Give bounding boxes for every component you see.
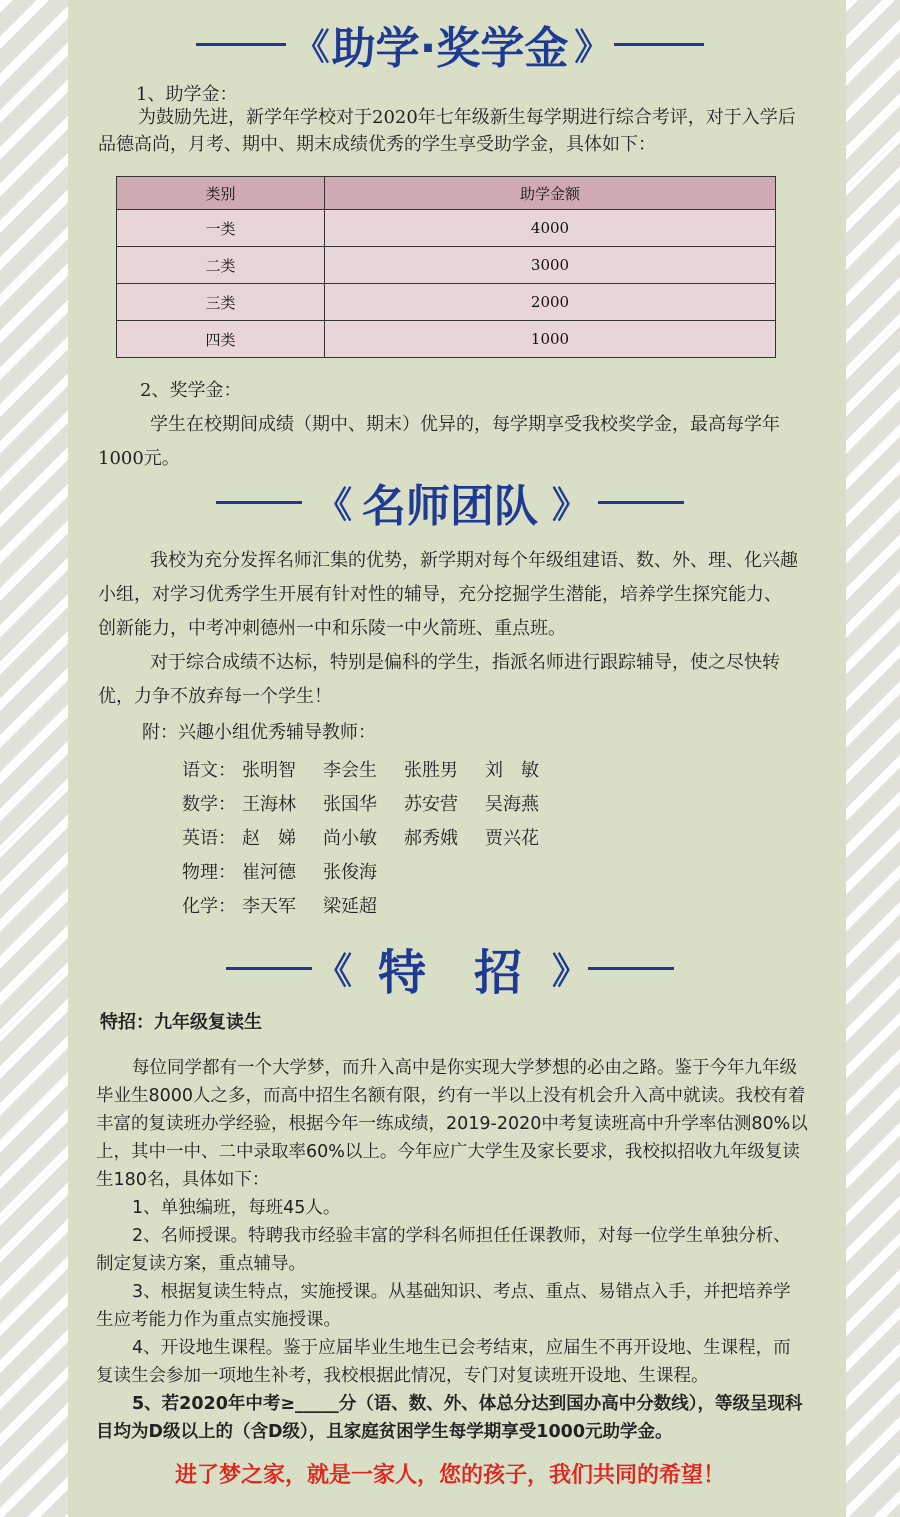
teacher-row-physics: [182, 858, 404, 884]
teacher-name: 贾兴花: [485, 828, 539, 849]
section-title-text: 名师团队: [362, 481, 538, 532]
teacher-name: 尚小敏: [323, 828, 377, 849]
teacher-subject: 物理：: [182, 862, 236, 883]
special-subtitle: 特招：九年级复读生: [100, 1012, 262, 1033]
right-guillemet-icon: 》: [552, 950, 585, 992]
title-line-left: [196, 43, 286, 46]
slogan: 进了梦之家，就是一家人，您的孩子，我们共同的希望！: [174, 1462, 725, 1488]
teacher-name: 崔河德: [242, 862, 296, 883]
teacher-subject: 英语：: [182, 828, 236, 849]
section-title-scholarship: [0, 14, 900, 74]
teacher-row-english: [182, 824, 566, 850]
teacher-name: 刘 敏: [485, 760, 539, 781]
title-line-left: [226, 967, 312, 970]
table-row: [117, 321, 776, 358]
teacher-name: 张俊海: [323, 862, 377, 883]
table-cell-category: 二类: [117, 247, 325, 284]
table-cell-amount: 1000: [325, 321, 776, 358]
teacher-name: 李天军: [242, 896, 296, 917]
teacher-name: 赵 娣: [242, 828, 296, 849]
title-line-right: [598, 501, 684, 504]
grant-table: [116, 176, 776, 358]
title-line-left: [216, 501, 302, 504]
table-row: [117, 210, 776, 247]
table-header-category: 类别: [117, 177, 325, 210]
title-line-right: [614, 43, 704, 46]
special-item-2: 2、名师授课。特聘我市经验丰富的学科名师担任任课教师，对每一位学生单独分析、制定复读方案，重点辅导。: [96, 1226, 791, 1274]
table-cell-amount: 4000: [325, 210, 776, 247]
special-paragraph: 每位同学都有一个大学梦，而升入高中是你实现大学梦想的必由之路。鉴于今年九年级毕业生8000人之多，而高中招生名额有限，约有一半以上没有机会升入高中就读。我校有着丰富的复读班办学经验，根据今年一练成绩，2019-2020中考复读班高中升学率估测80%以上，其中一中、二中录取率60%以上。今年应广大学生及家长要求，我校拟招收九年级复读生180名，具体如下：: [96, 1058, 808, 1190]
table-cell-category: 三类: [117, 284, 325, 321]
teacher-subject: 化学：: [182, 896, 236, 917]
section-title-text: 助学·奖学金: [331, 23, 569, 74]
section-title-special: [0, 936, 900, 1000]
grant-intro: 为鼓励先进，新学年学校对于2020年七年级新生每学期进行综合考评，对于入学后品德高尚，月考、期中、期末成绩优秀的学生享受助学金，具体如下：: [98, 107, 796, 155]
teacher-name: 张胜男: [404, 760, 458, 781]
teacher-row-chinese: [182, 756, 566, 782]
teacher-name: 张明智: [242, 760, 296, 781]
teacher-subject: 数学：: [182, 794, 236, 815]
left-guillemet-icon: 《: [315, 484, 348, 526]
scholarship-text: 学生在校期间成绩（期中、期末）优异的，每学期享受我校奖学金，最高每学年1000元。: [98, 414, 780, 469]
teacher-name: 王海林: [242, 794, 296, 815]
table-row: [117, 247, 776, 284]
scholarship-heading: 2、奖学金：: [140, 380, 242, 401]
table-cell-amount: 2000: [325, 284, 776, 321]
title-line-right: [588, 967, 674, 970]
teacher-name: 李会生: [323, 760, 377, 781]
special-item-4: 4、开设地生课程。鉴于应届毕业生地生已会考结束，应届生不再开设地、生课程，而复读生会参加一项地生补考，我校根据此情况，专门对复读班开设地、生课程。: [96, 1338, 791, 1386]
special-item-3: 3、根据复读生特点，实施授课。从基础知识、考点、重点、易错点入手，并把培养学生应考能力作为重点实施授课。: [96, 1282, 791, 1330]
table-header-amount: 助学金额: [325, 177, 776, 210]
right-guillemet-icon: 》: [574, 26, 607, 68]
table-cell-category: 四类: [117, 321, 325, 358]
table-cell-category: 一类: [117, 210, 325, 247]
table-row: [117, 284, 776, 321]
special-item-5: 5、若2020年中考≥_____分（语、数、外、体总分达到国办高中分数线），等级呈现科目均为D级以上的（含D级），且家庭贫困学生每学期享受1000元助学金。: [96, 1394, 803, 1442]
teacher-subject: 语文：: [182, 760, 236, 781]
teacher-name: 吴海燕: [485, 794, 539, 815]
teacher-row-math: [182, 790, 566, 816]
teachers-paragraph-1: 我校为充分发挥名师汇集的优势，新学期对每个年级组建语、数、外、理、化兴趣小组，对学习优秀学生开展有针对性的辅导，充分挖掘学生潜能，培养学生探究能力、创新能力，中考冲刺德州一中和乐陵一中火箭班、重点班。: [98, 550, 798, 639]
teacher-name: 张国华: [323, 794, 377, 815]
section-title-teachers: [0, 472, 900, 532]
teacher-name: 梁延超: [323, 896, 377, 917]
section-title-text: 特 招: [377, 944, 522, 1001]
teacher-name: 苏安营: [404, 794, 458, 815]
right-guillemet-icon: 》: [552, 484, 585, 526]
left-guillemet-icon: 《: [293, 26, 326, 68]
teacher-row-chemistry: [182, 892, 404, 918]
teachers-list-heading: 附：兴趣小组优秀辅导教师：: [142, 722, 376, 743]
table-cell-amount: 3000: [325, 247, 776, 284]
left-guillemet-icon: 《: [315, 950, 348, 992]
special-item-1: 1、单独编班，每班45人。: [132, 1198, 341, 1218]
grant-heading: 1、助学金：: [136, 84, 238, 105]
teacher-name: 郝秀娥: [404, 828, 458, 849]
table-header-row: [117, 177, 776, 210]
teachers-paragraph-2: 对于综合成绩不达标，特别是偏科的学生，指派名师进行跟踪辅导，使之尽快转优，力争不放弃每一个学生！: [98, 652, 780, 707]
